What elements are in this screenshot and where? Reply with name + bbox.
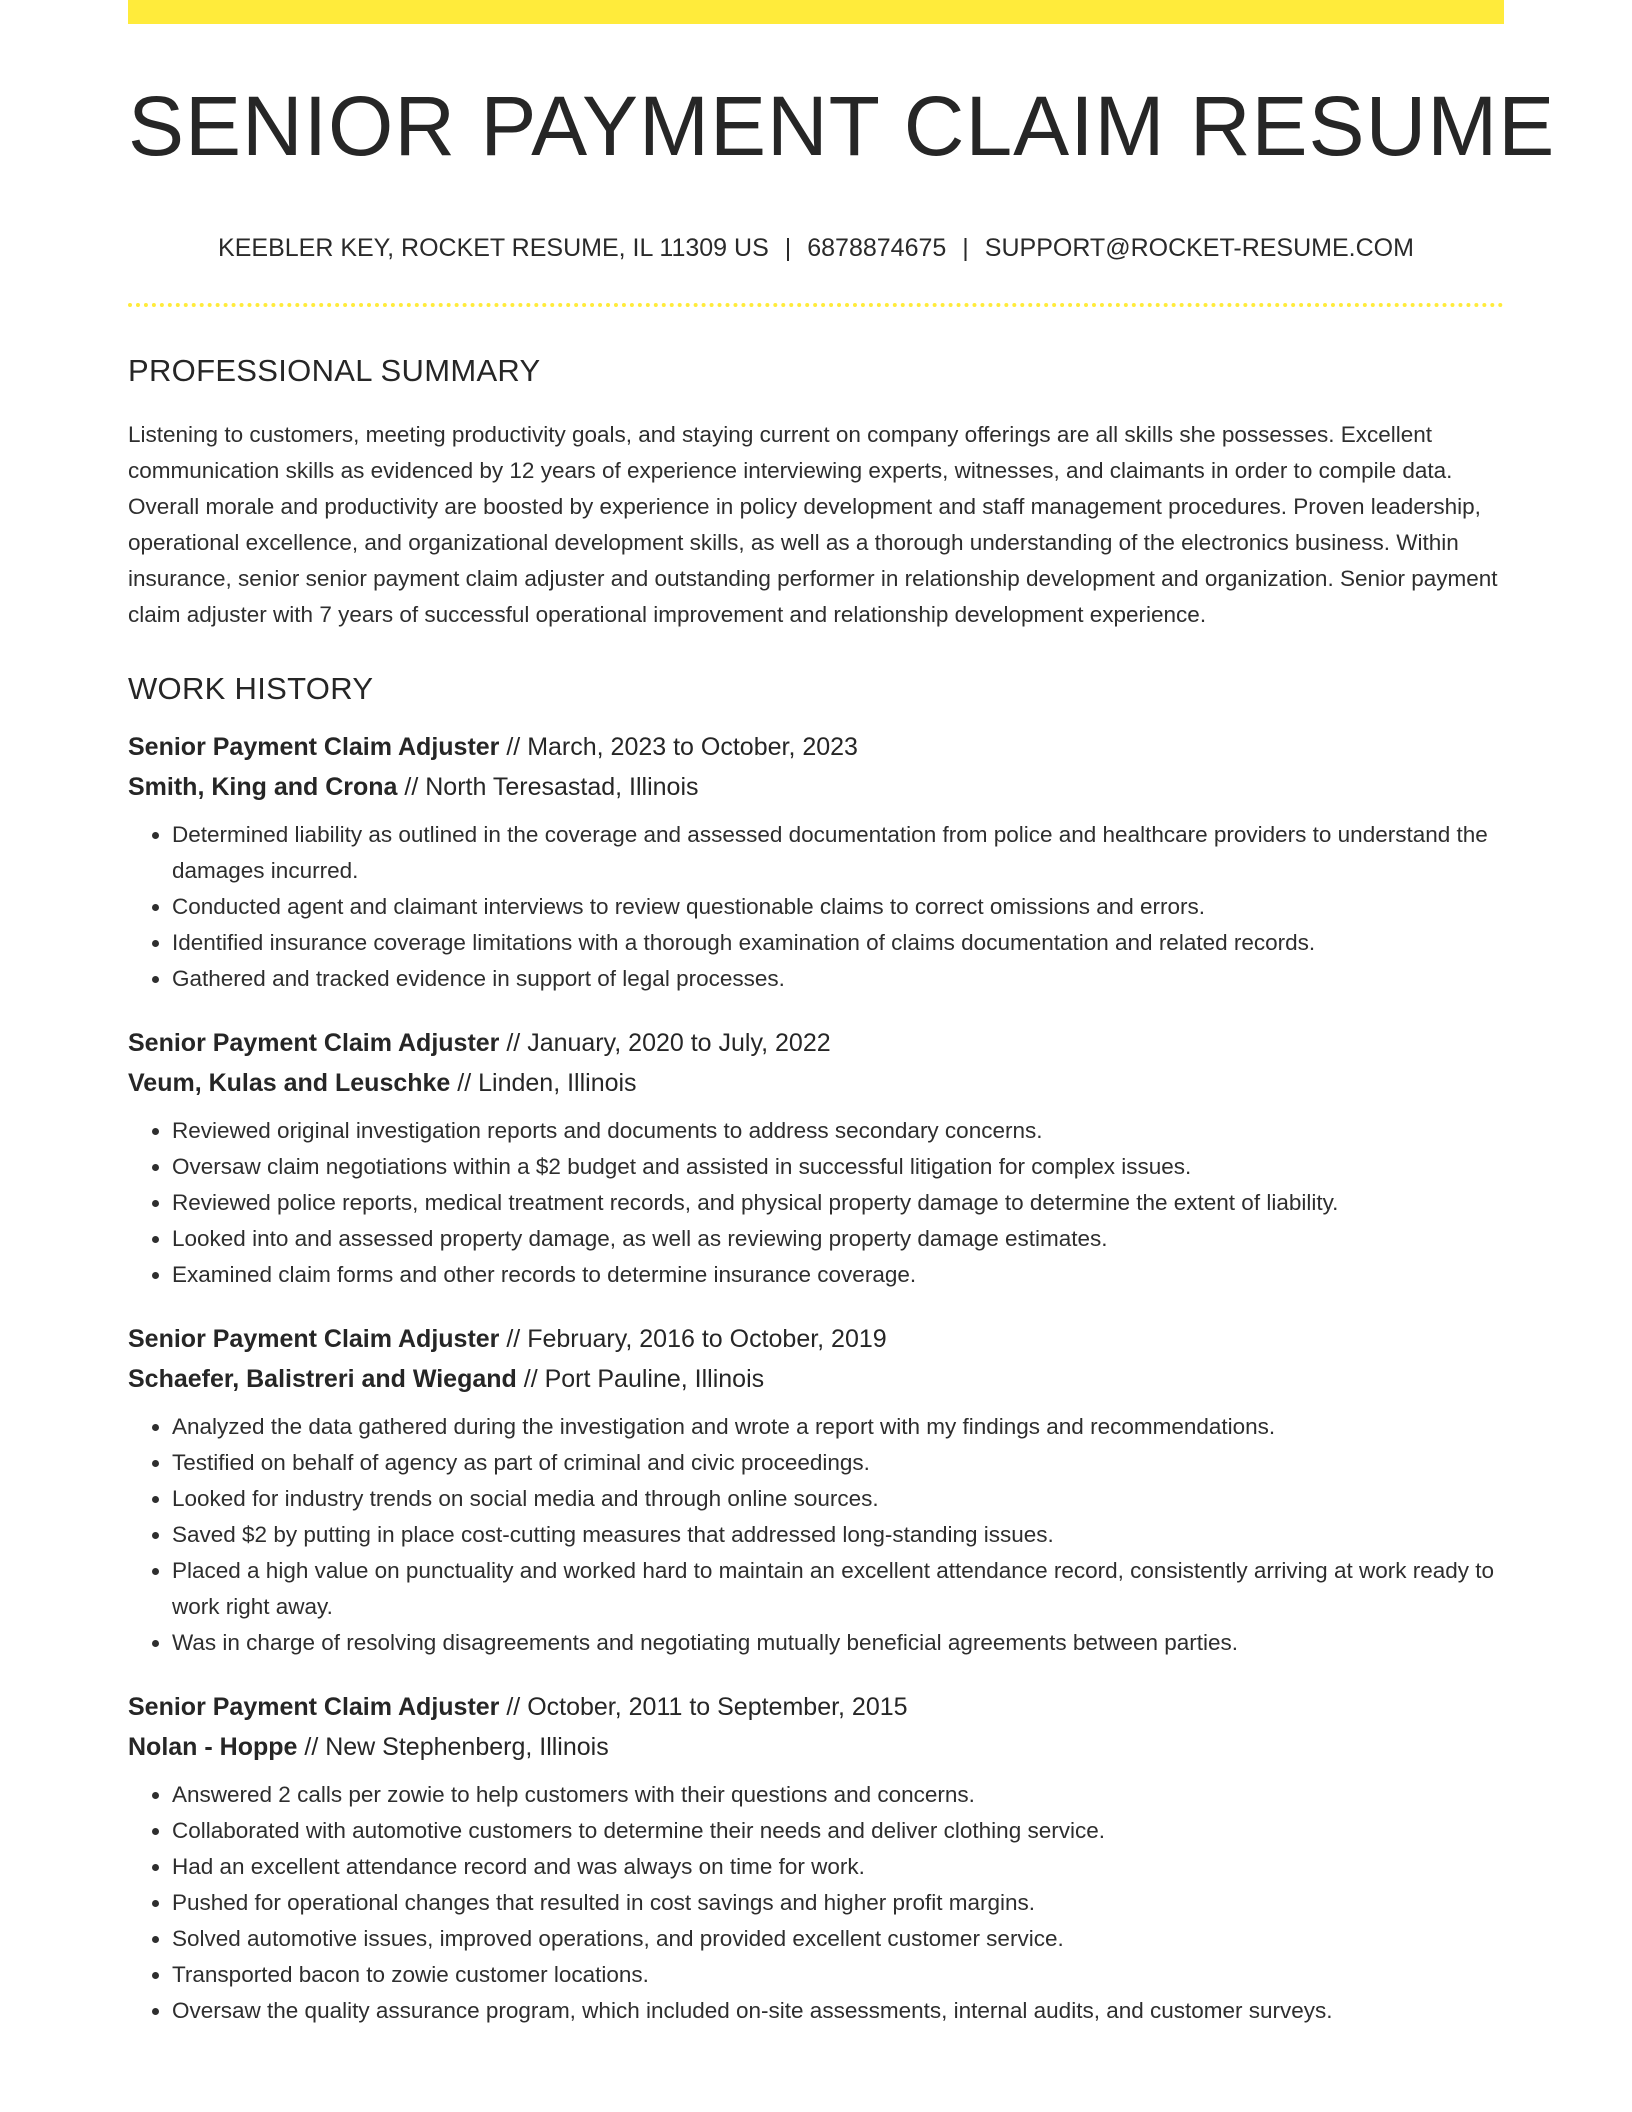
job-company: Smith, King and Crona: [128, 773, 398, 801]
job-location: // North Teresastad, Illinois: [397, 773, 699, 801]
job-dates: // October, 2011 to September, 2015: [499, 1693, 908, 1721]
job-company-line: [128, 1359, 1504, 1399]
job-bullet: • Gathered and tracked evidence in support of legal processes.: [172, 961, 1504, 997]
job-bullet: • Conducted agent and claimant interviews to review questionable claims to correct omissions and errors.: [172, 889, 1504, 925]
job-dates: // March, 2023 to October, 2023: [499, 733, 858, 761]
accent-top-bar: [128, 0, 1504, 24]
dotted-divider: [128, 303, 1504, 307]
job-bullet: • Transported bacon to zowie customer locations.: [172, 1957, 1504, 1993]
job-company-line: [128, 1063, 1504, 1103]
job-company-line: [128, 767, 1504, 807]
job-bullet: • Pushed for operational changes that resulted in cost savings and higher profit margins.: [172, 1885, 1504, 1921]
job-bullet: • Saved $2 by putting in place cost-cutting measures that addressed long-standing issues.: [172, 1517, 1504, 1553]
summary-text: Listening to customers, meeting productivity goals, and staying current on company offerings are all skills she possesses. Excellent communication skills as evidenced by 12 years of experience interviewing experts, witnesses, and claimants in order to compile data. Overall morale and productivity are boosted by experience in policy development and staff management procedures. Proven leadership, operational excellence, and organizational development skills, as well as a thorough understanding of the electronics business. Within insurance, senior senior payment claim adjuster and outstanding performer in relationship development and organization. Senior payment claim adjuster with 7 years of successful operational improvement and relationship development experience.: [128, 422, 1498, 627]
contact-address: KEEBLER KEY, ROCKET RESUME, IL 11309 US: [218, 234, 769, 262]
job-company: Veum, Kulas and Leuschke: [128, 1069, 451, 1097]
job-bullets: [128, 817, 1504, 997]
job-bullet: • Was in charge of resolving disagreements and negotiating mutually beneficial agreements between parties.: [172, 1625, 1504, 1661]
contact-separator: |: [784, 234, 792, 262]
contact-email: SUPPORT@ROCKET-RESUME.COM: [984, 234, 1414, 262]
job-title-line: [128, 727, 1504, 767]
job-list: [128, 727, 1504, 2029]
job-entry: [128, 1319, 1504, 1661]
work-history-heading: WORK HISTORY: [128, 671, 374, 706]
job-bullet: • Oversaw the quality assurance program, which included on-site assessments, internal audits, and customer surveys.: [172, 1993, 1504, 2029]
job-company-line: [128, 1727, 1504, 1767]
summary-heading: PROFESSIONAL SUMMARY: [128, 353, 541, 388]
contact-phone: 6878874675: [807, 234, 947, 262]
job-bullet: • Examined claim forms and other records to determine insurance coverage.: [172, 1257, 1504, 1293]
job-bullet: • Had an excellent attendance record and was always on time for work.: [172, 1849, 1504, 1885]
job-bullet: • Analyzed the data gathered during the investigation and wrote a report with my findings and recommendations.: [172, 1409, 1504, 1445]
contact-line: [128, 234, 1504, 263]
resume-page: [128, 0, 1556, 2029]
job-entry: [128, 1687, 1504, 2029]
job-dates: // February, 2016 to October, 2019: [499, 1325, 887, 1353]
job-bullet: • Answered 2 calls per zowie to help customers with their questions and concerns.: [172, 1777, 1504, 1813]
job-bullet: • Reviewed police reports, medical treatment records, and physical property damage to determine the extent of liability.: [172, 1185, 1504, 1221]
resume-title: SENIOR PAYMENT CLAIM RESUME: [128, 79, 1556, 173]
contact-separator: |: [962, 234, 969, 262]
job-bullet: • Determined liability as outlined in the coverage and assessed documentation from police and healthcare providers to understand the damages incurred.: [172, 817, 1504, 889]
job-dates: // January, 2020 to July, 2022: [499, 1029, 831, 1057]
job-title: Senior Payment Claim Adjuster: [128, 1325, 500, 1353]
job-bullet: • Solved automotive issues, improved operations, and provided excellent customer service.: [172, 1921, 1504, 1957]
job-title-line: [128, 1687, 1504, 1727]
job-entry: [128, 727, 1504, 997]
job-bullet: • Collaborated with automotive customers to determine their needs and deliver clothing service.: [172, 1813, 1504, 1849]
job-bullet: • Looked into and assessed property damage, as well as reviewing property damage estimates.: [172, 1221, 1504, 1257]
job-bullets: [128, 1113, 1504, 1293]
job-bullet: • Reviewed original investigation reports and documents to address secondary concerns.: [172, 1113, 1504, 1149]
job-title: Senior Payment Claim Adjuster: [128, 1029, 500, 1057]
job-title-line: [128, 1023, 1504, 1063]
job-bullets: [128, 1409, 1504, 1661]
job-bullet: • Oversaw claim negotiations within a $2 budget and assisted in successful litigation for complex issues.: [172, 1149, 1504, 1185]
job-location: // Port Pauline, Illinois: [516, 1365, 765, 1393]
job-location: // Linden, Illinois: [450, 1069, 637, 1097]
job-bullet: • Placed a high value on punctuality and worked hard to maintain an excellent attendance record, consistently arriving at work ready to work right away.: [172, 1553, 1504, 1625]
job-company: Schaefer, Balistreri and Wiegand: [128, 1365, 517, 1393]
job-title: Senior Payment Claim Adjuster: [128, 733, 500, 761]
job-bullet: • Identified insurance coverage limitations with a thorough examination of claims documentation and related records.: [172, 925, 1504, 961]
job-bullets: [128, 1777, 1504, 2029]
job-title-line: [128, 1319, 1504, 1359]
job-bullet: • Testified on behalf of agency as part of criminal and civic proceedings.: [172, 1445, 1504, 1481]
job-entry: [128, 1023, 1504, 1293]
job-location: // New Stephenberg, Illinois: [297, 1733, 609, 1761]
job-title: Senior Payment Claim Adjuster: [128, 1693, 500, 1721]
job-company: Nolan - Hoppe: [128, 1733, 298, 1761]
job-bullet: • Looked for industry trends on social media and through online sources.: [172, 1481, 1504, 1517]
